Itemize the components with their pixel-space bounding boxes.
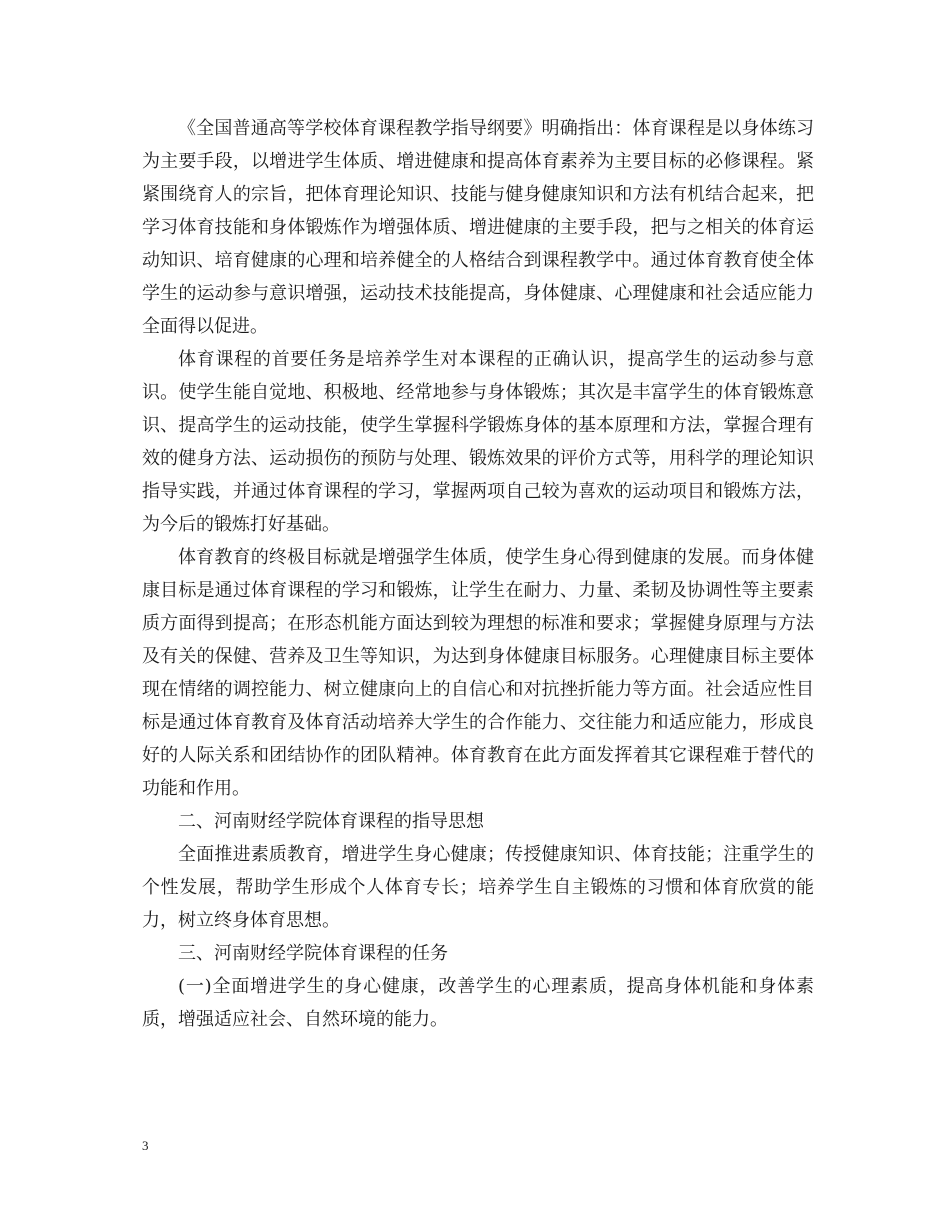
paragraph-1: 《全国普通高等学校体育课程教学指导纲要》明确指出：体育课程是以身体练习为主要手段，以增进学生体质、增进健康和提高体育素养为主要目标的必修课程。紧紧围绕育人的宗旨，把体育理论知识、技能与健身健康知识和方法有机结合起来，把学习体育技能和身体锻炼作为增强体质、增进健康的主要手段，把与之相关的体育运动知识、培育健康的心理和培养健全的人格结合到课程教学中。通过体育教育使全体学生的运动参与意识增强，运动技术技能提高，身体健康、心理健康和社会适应能力全面得以促进。	[142, 118, 814, 337]
paragraph-4: 全面推进素质教育，增进学生身心健康；传授健康知识、体育技能；注重学生的个性发展，帮助学生形成个人体育专长；培养学生自主锻炼的习惯和体育欣赏的能力，树立终身体育思想。	[142, 844, 814, 931]
paragraph-2: 体育课程的首要任务是培养学生对本课程的正确认识，提高学生的运动参与意识。使学生能自觉地、积极地、经常地参与身体锻炼；其次是丰富学生的体育锻炼意识、提高学生的运动技能，使学生掌握科学锻炼身体的基本原理和方法，掌握合理有效的健身方法、运动损伤的预防与处理、锻炼效果的评价方式等，用科学的理论知识指导实践，并通过体育课程的学习，掌握两项自己较为喜欢的运动项目和锻炼方法，为今后的锻炼打好基础。	[142, 349, 814, 535]
paragraph-3: 体育教育的终极目标就是增强学生体质，使学生身心得到健康的发展。而身体健康目标是通过体育课程的学习和锻炼，让学生在耐力、力量、柔韧及协调性等主要素质方面得到提高；在形态机能方面达到较为理想的标准和要求；掌握健身原理与方法及有关的保健、营养及卫生等知识，为达到身体健康目标服务。心理健康目标主要体现在情绪的调控能力、树立健康向上的自信心和对抗挫折能力等方面。社会适应性目标是通过体育教育及体育活动培养大学生的合作能力、交往能力和适应能力，形成良好的人际关系和团结协作的团队精神。体育教育在此方面发挥着其它课程难于替代的功能和作用。	[142, 547, 814, 799]
section-heading-3: 三、河南财经学院体育课程的任务	[178, 943, 448, 964]
section-heading-2: 二、河南财经学院体育课程的指导思想	[178, 811, 484, 832]
paragraph-5: (一)全面增进学生的身心健康，改善学生的心理素质，提高身体机能和身体素质，增强适应社会、自然环境的能力。	[142, 976, 814, 1030]
page-number: 3	[142, 1138, 149, 1153]
document-body	[142, 112, 814, 1036]
